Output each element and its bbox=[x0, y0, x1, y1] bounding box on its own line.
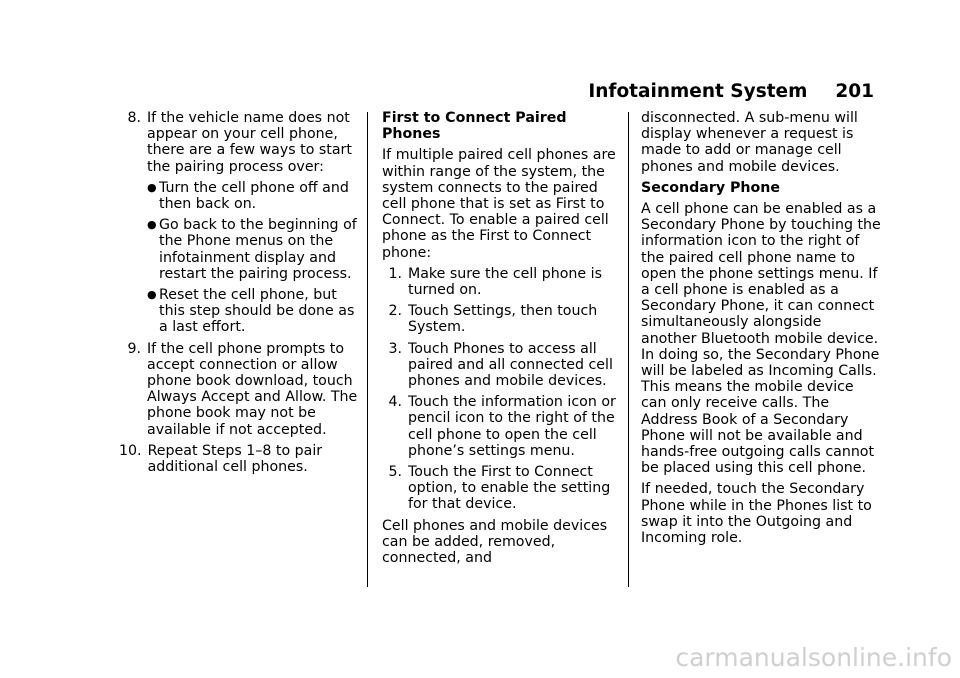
bullet-item: ● Reset the cell phone, but this step should be done as a last effort. bbox=[147, 287, 355, 336]
bullet-icon: ● bbox=[147, 288, 157, 302]
list-item: 1. Make sure the cell phone is turned on. bbox=[388, 265, 602, 299]
column-2 bbox=[382, 110, 622, 571]
paragraph: Cell phones and mobile devices can be added, removed, connected, and bbox=[382, 517, 608, 567]
section-heading: First to Connect Paired Phones bbox=[382, 110, 567, 143]
bullet-list bbox=[147, 180, 365, 336]
numbered-list bbox=[382, 266, 622, 513]
section-title: Infotainment System bbox=[588, 81, 808, 102]
paragraph: A cell phone can be enabled as a Secondary Phone by touching the information icon to the right of the paired cell phone name to open the phone settings menu. If a cell phone is enabled as a Secondary Phone, it can connect simultaneously alongside another Bluetooth mobile device. In doing so, the Secondary Phone will be labeled as Incoming Calls. This means the mobile device can only receive calls. The Address Book of a Secondary Phone will not be available and hands-free outgoing calls cannot be placed using this cell phone. bbox=[641, 201, 881, 477]
step-text: Repeat Steps 1–8 to pair additional cell phones. bbox=[147, 442, 323, 476]
page-header bbox=[588, 81, 874, 103]
page-number: 201 bbox=[835, 81, 874, 102]
step-text: If the cell phone prompts to accept connection or allow phone book download, touch Always Accept and Allow. The phone book may not be available if not accepted. bbox=[147, 340, 358, 438]
step-number: 10. bbox=[119, 442, 142, 459]
step-number: 9. bbox=[127, 340, 141, 357]
list-item: 5. Touch the First to Connect option, to enable the setting for that device. bbox=[388, 464, 611, 513]
column-3 bbox=[641, 110, 881, 551]
step-number: 8. bbox=[127, 110, 141, 126]
step-8 bbox=[119, 110, 365, 175]
column-divider bbox=[367, 112, 368, 587]
watermark: carmanualsonline.info bbox=[675, 643, 952, 672]
section-heading: Secondary Phone bbox=[641, 179, 780, 196]
column-1 bbox=[119, 110, 365, 480]
list-item: 4. Touch the information icon or pencil icon to the right of the cell phone to open the cell phone’s settings menu. bbox=[388, 394, 616, 459]
bullet-item: ● Turn the cell phone off and then back on. bbox=[147, 179, 349, 213]
list-item: 3. Touch Phones to access all paired and all connected cell phones and mobile devices. bbox=[388, 340, 613, 390]
bullet-icon: ● bbox=[147, 180, 157, 194]
column-divider bbox=[628, 112, 629, 587]
paragraph: If multiple paired cell phones are within range of the system, the system connects to the paired cell phone that is set as First to Connect. To enable a paired cell phone as the First to Connect phone: bbox=[382, 147, 616, 261]
step-10 bbox=[119, 443, 365, 475]
paragraph: disconnected. A sub-menu will display whenever a request is made to add or manage cell phones and mobile devices. bbox=[641, 110, 858, 175]
paragraph: If needed, touch the Secondary Phone while in the Phones list to swap it into the Outgoing and Incoming role. bbox=[641, 481, 872, 547]
bullet-icon: ● bbox=[147, 218, 157, 232]
step-9 bbox=[119, 341, 365, 438]
list-item: 2. Touch Settings, then touch System. bbox=[388, 303, 598, 336]
bullet-item: ● Go back to the beginning of the Phone menus on the infotainment display and restart the pairing process. bbox=[147, 217, 357, 282]
step-text: If the vehicle name does not appear on your cell phone, there are a few ways to start the pairing process over: bbox=[147, 110, 352, 175]
